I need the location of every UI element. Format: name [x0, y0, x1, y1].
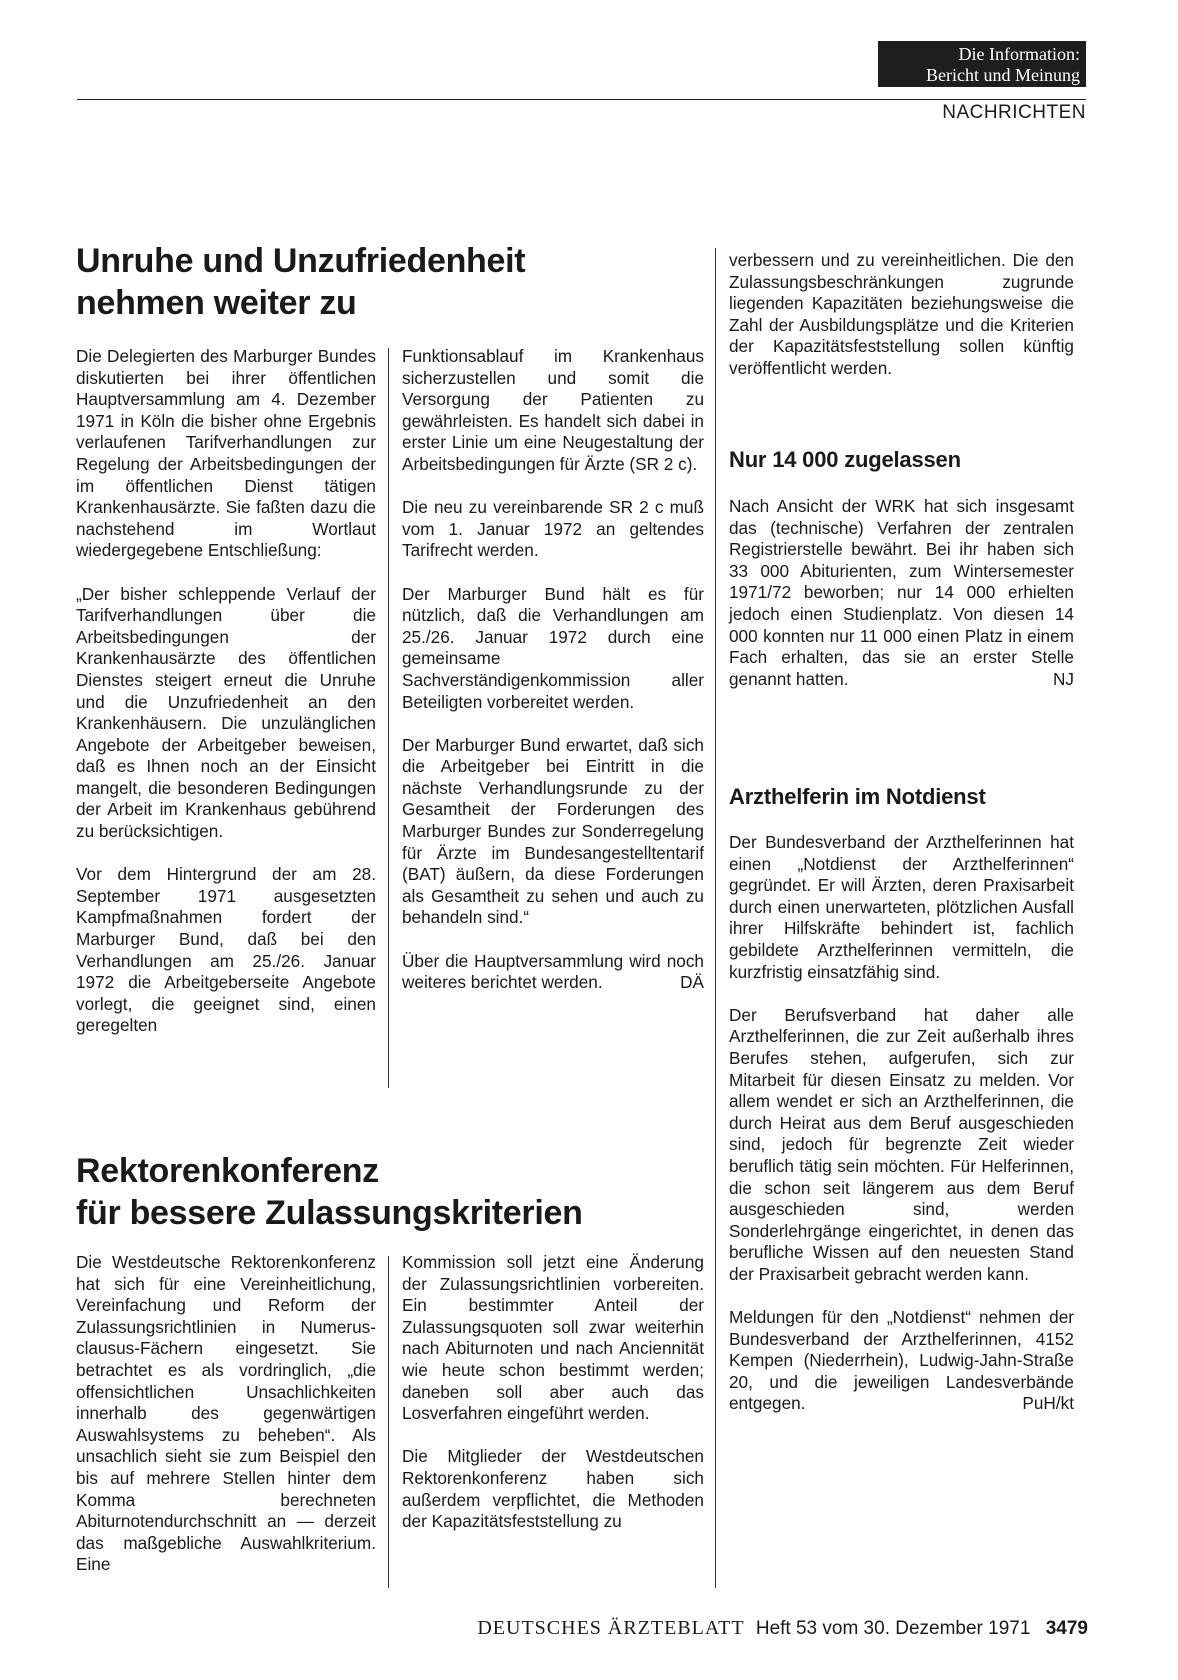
article2-headline-line1: Rektorenkonferenz — [76, 1152, 379, 1190]
article3-body — [729, 496, 1074, 690]
article2-col2-paragraph: Die Mitglieder der Westdeutschen Rektorenkonferenz haben sich außerdem verpflichtet, die Methoden der Kapazitätsfeststellung zu — [402, 1446, 704, 1532]
page-number: 3479 — [1045, 1618, 1088, 1639]
article2-headline — [76, 1150, 583, 1234]
article2-column-3 — [729, 250, 1074, 380]
column-rule — [388, 348, 389, 1088]
section-badge — [878, 41, 1086, 87]
badge-line-1: Die Information: — [958, 44, 1080, 64]
article1-col1-paragraph: „Der bisher schleppende Verlauf der Tarifverhandlungen über die Arbeitsbedingungen der Krankenhausärzte des öffentlichen Dienstes steigert erneut die Unruhe und die Unzufriedenheit an den Krankenhäusern. Die unzulänglichen Angebote der Arbeitgeber beweisen, daß es Ihnen noch an der Einsicht mangelt, die besonderen Bedingungen der Arbeit im Krankenhaus gebührend zu berücksichtigen. — [76, 583, 376, 842]
article1-col2-paragraph: Die neu zu vereinbarende SR 2 c muß vom 1. Januar 1972 an geltendes Tarifrecht werden. — [402, 497, 704, 561]
article4-text: Meldungen für den „Notdienst“ nehmen der Bundesverband der Arzthelferinnen, 4152 Kempen (Niederrhein), Ludwig-Jahn-Straße 20, und die jeweiligen Landesverbände entgegen. — [729, 1307, 1074, 1414]
article1-col1-paragraph: Vor dem Hintergrund der am 28. September 1971 ausgesetzten Kampfmaßnahmen fordert der Marburger Bund, daß bei den Verhandlungen am 25./26. Januar 1972 die Arbeitgeberseite Angebote vorlegt, die geeignet sind, einen geregelten — [76, 864, 376, 1036]
article1-signature: DÄ — [680, 972, 704, 993]
page-footer — [477, 1617, 1088, 1640]
article3-paragraph — [729, 496, 1074, 690]
article2-col1-paragraph: Die Westdeutsche Rektorenkonferenz hat sich für eine Vereinheitlichung, Vereinfachung und Reform der Zulassungsrichtlinien in Numerus-clausus-Fächern eingesetzt. Sie betrachtet es als vordringlich, „die offensichtlichen Unsachlichkeiten innerhalb des gegenwärtigen Auswahlsystems zu beheben“. Als unsachlich sieht sie zum Beispiel den bis auf mehrere Stellen hinter dem Komma berechneten Abiturnotendurchschnitt an — derzeit das maßgebliche Auswahlkriterium. Eine — [76, 1252, 376, 1575]
article1-headline — [76, 240, 525, 324]
column-rule — [715, 248, 716, 1588]
article1-col1-paragraph: Die Delegierten des Marburger Bundes diskutierten bei ihrer öffentlichen Hauptversammlung am 4. Dezember 1971 in Köln die bisher ohne Ergebnis verlaufenen Tarifverhandlungen zur Regelung der Arbeitsbedingungen der im öffentlichen Dienst tätigen Krankenhausärzte. Sie faßten dazu die nachstehend im Wortlaut wiedergegebene Entschließung: — [76, 346, 376, 561]
article1-closing: Über die Hauptversammlung wird noch weiteres berichtet werden. — [402, 950, 704, 993]
article1-headline-line1: Unruhe und Unzufriedenheit — [76, 242, 526, 280]
article1-col2-paragraph: Der Marburger Bund hält es für nützlich, daß die Verhandlungen am 25./26. Januar 1972 durch eine gemeinsame Sachverständigenkommission aller Beteiligten vorbereitet werden. — [402, 583, 704, 712]
article2-col2-paragraph: Kommission soll jetzt eine Änderung der Zulassungsrichtlinien vorbereiten. Ein bestimmter Anteil der Zulassungsquoten soll zwar weiterhin nach Abiturnoten und nach Anciennität wie heute schon bestimmt werden; daneben soll aber auch das Losverfahren eingeführt werden. — [402, 1252, 704, 1424]
article4-body — [729, 832, 1074, 1415]
article1-col2-paragraph: Der Marburger Bund erwartet, daß sich die Arbeitgeber bei Eintritt in die nächste Verhandlungsrunde zu der Gesamtheit der Forderungen des Marburger Bundes zur Sonderregelung für Ärzte im Bundesangestelltentarif (BAT) äußern, da diese Forderungen als Gesamtheit zu sehen und auch zu behandeln sind.“ — [402, 734, 704, 928]
article1-col2-paragraph: Funktionsablauf im Krankenhaus sicherzustellen und somit die Versorgung der Patienten zu gewährleisten. Es handelt sich dabei in erster Linie um eine Neugestaltung der Arbeitsbedingungen für Ärzte (SR 2 c). — [402, 346, 704, 474]
article3-headline: Nur 14 000 zugelassen — [729, 447, 961, 472]
article2-headline-line2: für bessere Zulassungskriterien — [76, 1194, 583, 1232]
article3-signature: NJ — [1052, 668, 1074, 689]
badge-line-2: Bericht und Meinung — [926, 65, 1080, 85]
article1-col2-paragraph — [402, 951, 704, 994]
article1-column-2 — [402, 346, 704, 994]
article4-headline: Arzthelferin im Notdienst — [729, 784, 986, 809]
article4-signature: PuH/kt — [1022, 1393, 1074, 1414]
article4-paragraph: Der Bundesverband der Arzthelferinnen hat einen „Notdienst der Arzthelferinnen“ gegründet. Er will Ärzten, deren Praxisarbeit durch einen unerwarteten, plötzlichen Ausfall ihrer Hilfskräfte behindert ist, fachlich gebildete Arzthelferinnen vermitteln, die kurzfristig einsatzfähig sind. — [729, 832, 1074, 982]
article2-column-2 — [402, 1252, 704, 1533]
article2-column-1 — [76, 1252, 376, 1576]
header-rule — [77, 99, 1086, 100]
article1-headline-line2: nehmen weiter zu — [76, 284, 357, 322]
column-rule — [388, 1256, 389, 1588]
journal-name: DEUTSCHES ÄRZTEBLATT — [477, 1617, 745, 1639]
article3-text: Nach Ansicht der WRK hat sich insgesamt das (technische) Verfahren der zentralen Registrierstelle bewährt. Bei ihr haben sich 33 000 Abiturienten, zum Wintersemester 1971/72 beworben; nur 14 000 erhielten jedoch einen Studienplatz. Von diesen 14 000 konnten nur 11 000 einen Platz in einem Fach erhalten, das sie an erster Stelle genannt hatten. — [729, 496, 1074, 689]
article1-column-1 — [76, 346, 376, 1037]
article4-paragraph — [729, 1307, 1074, 1415]
article2-col3-paragraph: verbessern und zu vereinheitlichen. Die den Zulassungsbeschränkungen zugrunde liegenden Kapazitäten beziehungsweise die Zahl der Ausbildungsplätze und die Kriterien der Kapazitätsfeststellung sollen künftig veröffentlicht werden. — [729, 250, 1074, 378]
section-label: NACHRICHTEN — [942, 102, 1086, 123]
issue-info: Heft 53 vom 30. Dezember 1971 — [755, 1618, 1031, 1639]
article4-paragraph: Der Berufsverband hat daher alle Arzthelferinnen, die zur Zeit außerhalb ihres Berufes stehen, aufgerufen, sich zur Mitarbeit für diesen Einsatz zu melden. Vor allem wendet er sich an Arzthelferinnen, die durch Heirat aus dem Beruf ausgeschieden sind, jedoch für begrenzte Zeit wieder beruflich tätig sein möchten. Für Helferinnen, die schon seit längerem aus dem Beruf ausgeschieden sind, werden Sonderlehrgänge eingerichtet, in denen das berufliche Wissen auf den neuesten Stand der Praxisarbeit gebracht werden kann. — [729, 1004, 1074, 1284]
